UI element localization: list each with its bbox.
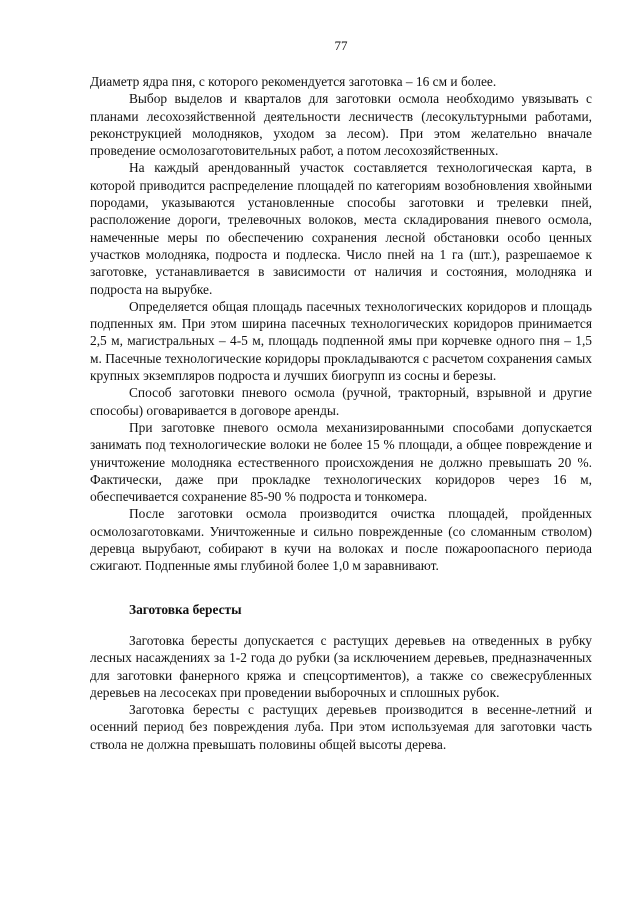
paragraph-site-cleanup: После заготовки осмола производится очистка площадей, пройденных осмолозаготовками. Уничтоженные и сильно поврежденные (со сломанным стволом) деревца вырубают, собирают в кучи на волоках и после пожароопасного периода сжигают. Подпенные ямы глубиной более 1,0 м заравнивают. <box>90 506 592 574</box>
paragraph-corridor-area: Определяется общая площадь пасечных технологических коридоров и площадь подпенных ям. При этом ширина пасечных технологических коридоров принимается 2,5 м, магистральных – 4-5 м, площадь подпенной ямы при корчевке одного пня – 1,5 м. Пасечные технологические коридоры прокладываются с расчетом сохранения самых крупных экземпляров подроста и лучших биогрупп из сосны и березы. <box>90 298 592 384</box>
page-content <box>90 73 592 753</box>
document-page <box>90 0 592 905</box>
paragraph-birch-bark-allowed: Заготовка бересты допускается с растущих деревьев на отведенных в рубку лесных насаждениях за 1-2 года до рубки (за исключением деревьев, предназначенных для заготовки фанерного кряжа и спецсортиментов), а также со свежесрубленных деревьев на лесосеках при проведении выборочных и сплошных рубок. <box>90 632 592 700</box>
paragraph-birch-bark-season: Заготовка бересты с растущих деревьев производится в весенне-летний и осенний период без повреждения луба. При этом используемая для заготовки часть ствола не должна превышать половины общей высоты дерева. <box>90 702 592 752</box>
paragraph-stump-core-diameter: Диаметр ядра пня, с которого рекомендуется заготовка – 16 см и более. <box>90 74 497 89</box>
page-number: 77 <box>334 38 348 53</box>
paragraph-technological-map: На каждый арендованный участок составляется технологическая карта, в которой приводится распределение площадей по категориям возобновления хвойными породами, указываются установленные способы заготовки и трелевки пней, расположение дороги, трелевочных волоков, места складирования пневого осмола, намеченные меры по обеспечению сохранения лесной обстановки особо ценных участков молодняка, подроста и подлеска. Число пней на 1 га (шт.), разрешаемое к заготовке, устанавливается в зависимости от наличия и состояния, молодняка и подроста на вырубке. <box>90 160 592 297</box>
paragraph-harvest-method: Способ заготовки пневого осмола (ручной, тракторный, взрывной и другие способы) оговаривается в договоре аренды. <box>90 385 592 418</box>
section-heading-birch-bark: Заготовка бересты <box>129 601 242 617</box>
paragraph-plot-selection: Выбор выделов и кварталов для заготовки осмола необходимо увязывать с планами лесохозяйственной деятельности лесничеств (лесокультурными работами, реконструкцией молодняков, уходом за лесом). При этом желательно вначале проведение осмолозаготовительных работ, а потом лесохозяйственных. <box>90 91 592 159</box>
paragraph-mechanized-harvest: При заготовке пневого осмола механизированными способами допускается занимать под технологические волоки не более 15 % площади, а общее повреждение и уничтожение молодняка естественного происхождения не должно превышать 20 %. Фактически, даже при прокладке технологических коридоров через 16 м, обеспечивается сохранение 85-90 % подроста и тонкомера. <box>90 419 592 505</box>
